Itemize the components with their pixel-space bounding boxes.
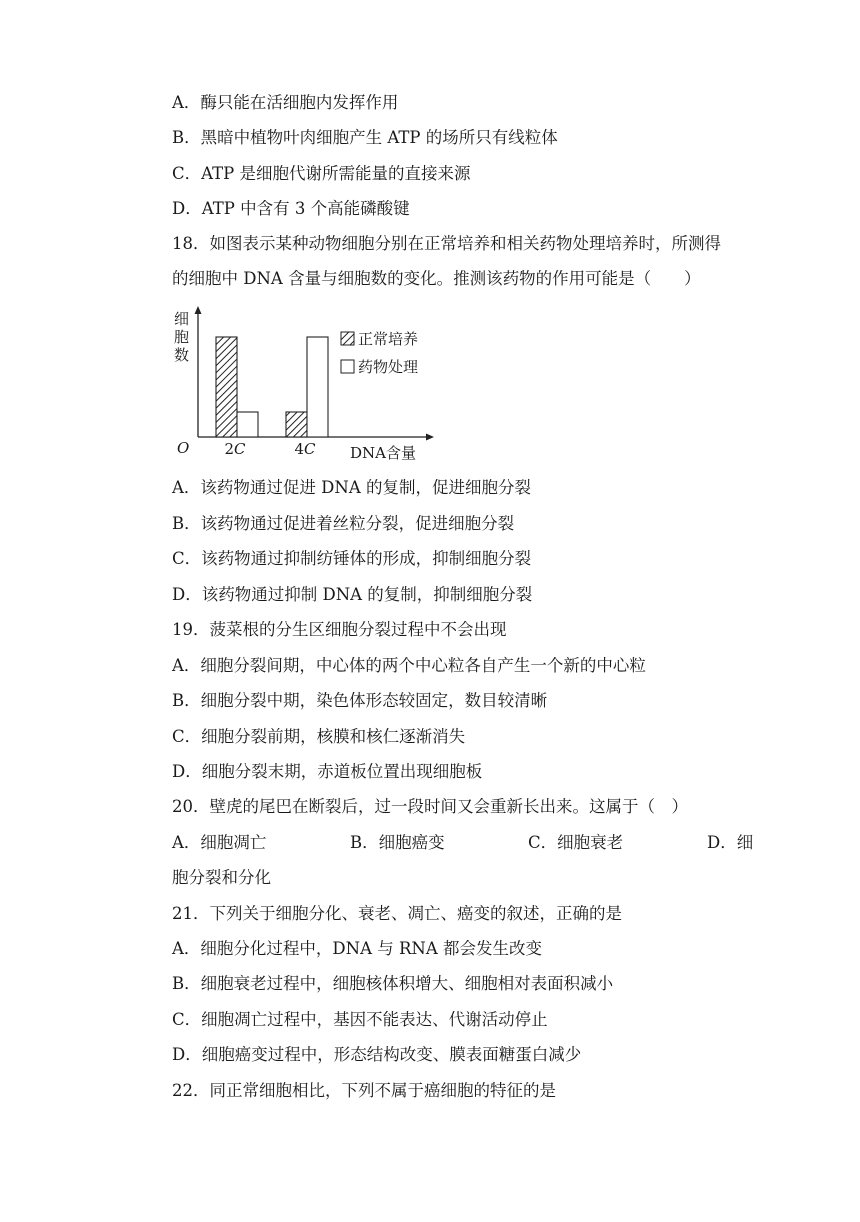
q19-option-c: C．细胞分裂前期，核膜和核仁逐渐消失 [172,727,466,746]
q18-stem-line2: 的细胞中 DNA 含量与细胞数的变化。推测该药物的作用可能是（ ） [172,269,701,288]
q20-option-d-continued: 胞分裂和分化 [172,868,271,887]
q18-option-d: D．该药物通过抑制 DNA 的复制，抑制细胞分裂 [172,585,533,604]
q19-option-a: A．细胞分裂间期，中心体的两个中心粒各自产生一个新的中心粒 [172,656,646,675]
dna-content-bar-chart [168,300,440,468]
q20-option-a: A．细胞凋亡 [172,833,267,852]
q21-option-d: D．细胞癌变过程中，形态结构改变、膜表面糖蛋白减少 [172,1045,582,1064]
bars-group [216,337,328,437]
q20-option-c: C．细胞衰老 [528,833,624,852]
legend-swatch-drug [341,360,354,373]
q20-stem: 20．壁虎的尾巴在断裂后，过一段时间又会重新长出来。这属于（ ） [172,797,688,816]
y-axis-label: 细胞数 [174,310,190,364]
x-axis-arrow [426,434,434,441]
legend-label-drug: 药物处理 [358,358,419,376]
q18-option-a: A．该药物通过促进 DNA 的复制，促进细胞分裂 [172,478,531,497]
q22-stem: 22．同正常细胞相比，下列不属于癌细胞的特征的是 [172,1081,556,1100]
q17-option-c: C．ATP 是细胞代谢所需能量的直接来源 [172,164,471,183]
bar-4C-normal [286,412,307,437]
q19-stem: 19．菠菜根的分生区细胞分裂过程中不会出现 [172,620,507,639]
bar-2C-drug [237,412,258,437]
legend-label-normal: 正常培养 [358,330,419,348]
q18-option-b: B．该药物通过促进着丝粒分裂，促进细胞分裂 [172,514,515,533]
q17-option-d: D．ATP 中含有 3 个高能磷酸键 [172,199,410,218]
y-axis-arrow [195,306,202,314]
tick-labels-group [224,440,316,458]
bar-2C-normal [216,337,237,437]
q18-stem-line1: 18．如图表示某种动物细胞分别在正常培养和相关药物处理培养时，所测得 [172,234,721,253]
q21-stem: 21．下列关于细胞分化、衰老、凋亡、癌变的叙述，正确的是 [172,904,622,923]
legend [341,330,418,376]
q17-option-b: B．黑暗中植物叶肉细胞产生 ATP 的场所只有线粒体 [172,128,558,147]
q17-option-a: A．酶只能在活细胞内发挥作用 [172,93,399,112]
bar-4C-drug [307,337,328,437]
q19-option-b: B．细胞分裂中期，染色体形态较固定，数目较清晰 [172,691,548,710]
legend-swatch-normal [341,332,354,345]
q20-option-d: D．细 [707,833,754,852]
q18-option-c: C．该药物通过抑制纺锤体的形成，抑制细胞分裂 [172,549,532,568]
q20-option-b: B．细胞癌变 [350,833,445,852]
x-axis-label: DNA含量 [350,444,416,462]
q21-option-a: A．细胞分化过程中，DNA 与 RNA 都会发生改变 [172,939,543,958]
tick-label-4C: 4C [294,440,316,458]
origin-label: O [177,439,190,457]
q21-option-b: B．细胞衰老过程中，细胞核体积增大、细胞相对表面积减小 [172,974,614,993]
tick-label-2C: 2C [224,440,246,458]
q21-option-c: C．细胞凋亡过程中，基因不能表达、代谢活动停止 [172,1010,548,1029]
q19-option-d: D．细胞分裂末期，赤道板位置出现细胞板 [172,762,483,781]
q20-options-row [172,833,762,853]
